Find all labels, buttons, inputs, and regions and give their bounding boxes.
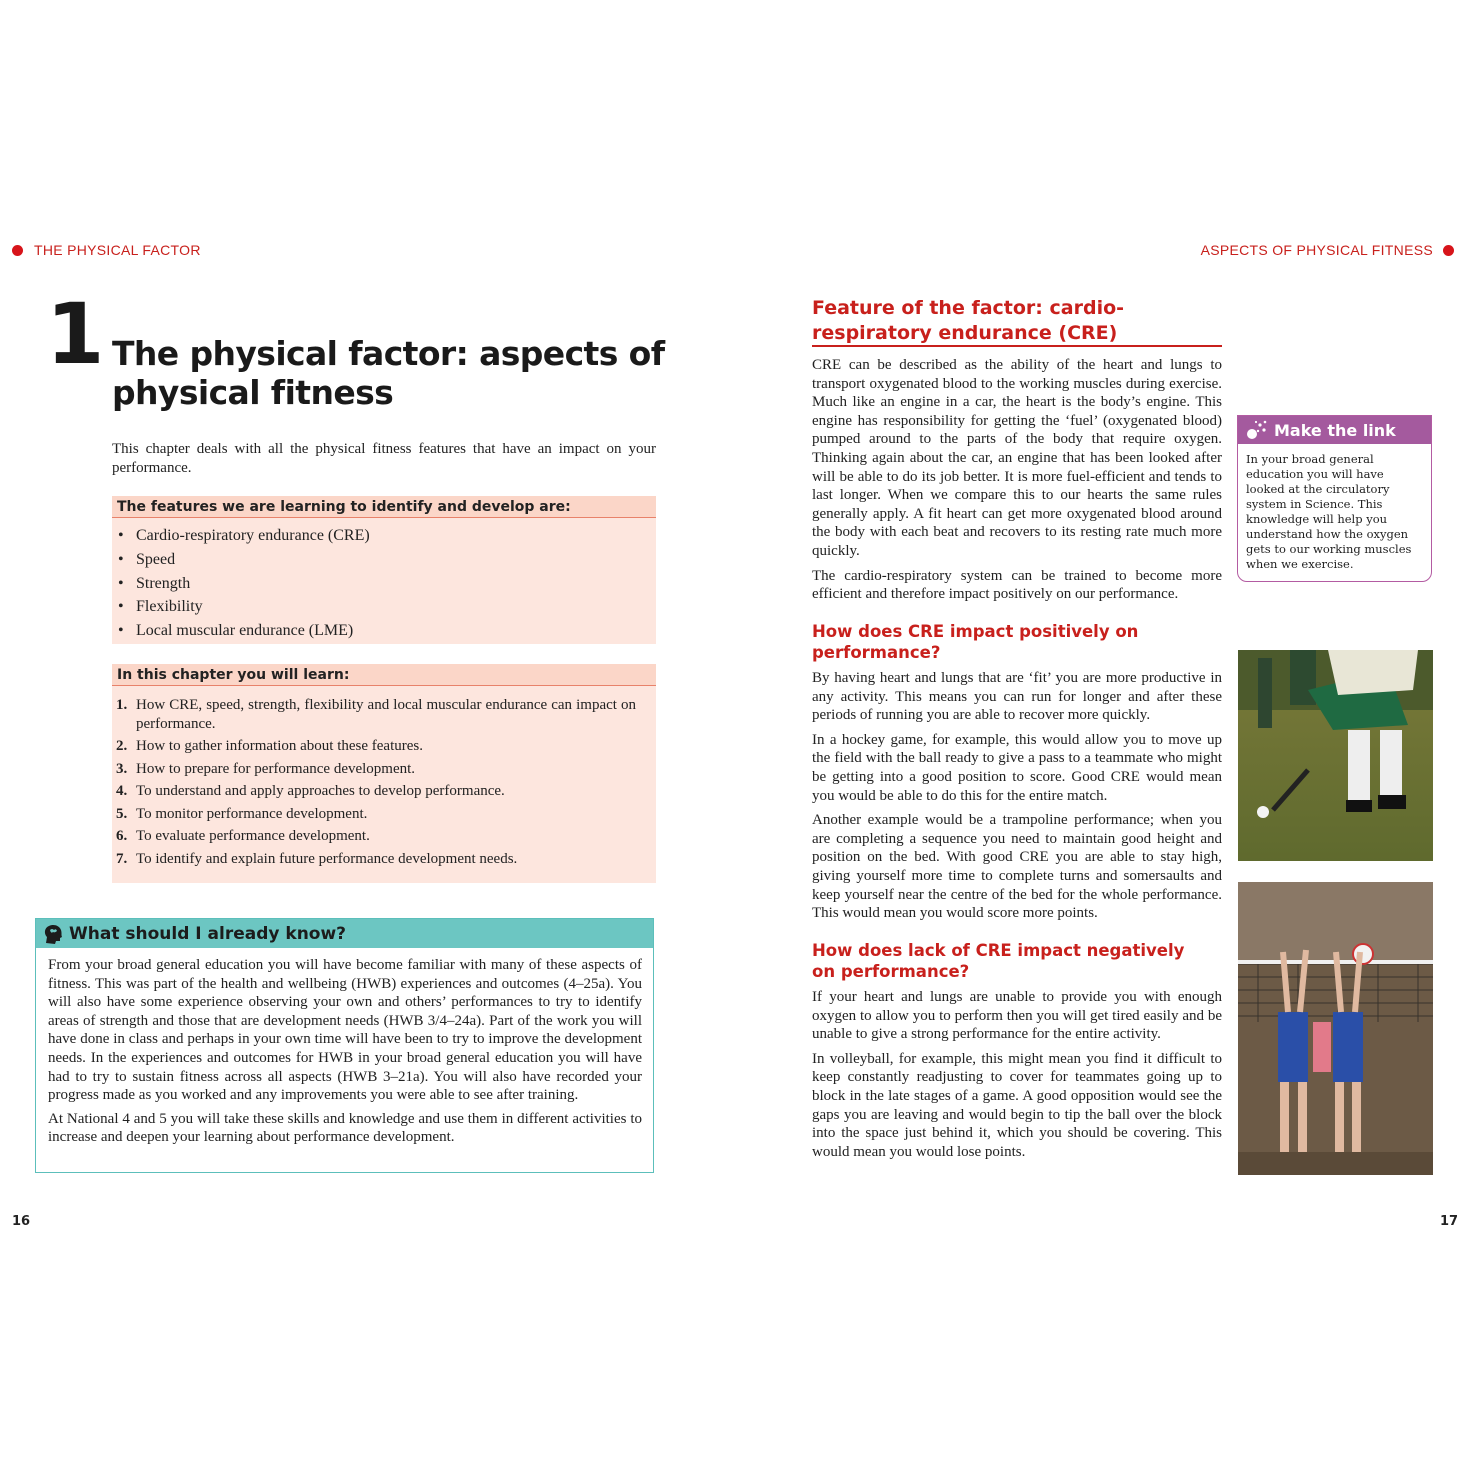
- paragraph: In a hockey game, for example, this would allow you to move up the field with the ball ready to give a pass to a teammate who might be getting into a good position to score. Good CRE would mean you would be able to do this for the entire match.: [812, 731, 1222, 804]
- item-text: How CRE, speed, strength, flexibility and local muscular endurance can impact on performance.: [136, 697, 636, 732]
- negative-heading: How does lack of CRE impact negatively on performance?: [812, 941, 1185, 981]
- list-item: [116, 805, 636, 824]
- item-text: To understand and apply approaches to develop performance.: [136, 783, 505, 800]
- item-text: To evaluate performance development.: [136, 828, 370, 845]
- page-number-left: 16: [12, 1214, 31, 1229]
- learn-box: [112, 664, 656, 883]
- positive-text: [812, 669, 1222, 929]
- hockey-photo: [1238, 650, 1433, 861]
- list-item: [116, 696, 636, 733]
- chapter-number: 1: [46, 285, 101, 383]
- bullet-dot-icon: [12, 245, 23, 256]
- item-number: 4.: [116, 783, 128, 800]
- negative-text: [812, 988, 1222, 1167]
- link-text: In your broad general education you will have looked at the circulatory system in Science. This knowledge will help you understand how the oxygen gets to our working muscles when we exercise.: [1246, 452, 1412, 571]
- list-item: [116, 760, 636, 779]
- link-header: [1238, 416, 1431, 444]
- list-item: [116, 850, 636, 869]
- bullet-dot-icon: [1443, 245, 1454, 256]
- list-item: • Flexibility: [136, 595, 656, 619]
- section-heading: Feature of the factor: cardio-respiratory endurance (CRE): [812, 297, 1125, 344]
- item-number: 5.: [116, 805, 128, 822]
- list-item: [116, 782, 636, 801]
- paragraph: If your heart and lungs are unable to provide you with enough oxygen to allow you to perform then you will get tired easily and be unable to give a strong performance for the entire activity.: [812, 989, 1222, 1043]
- chapter-title: The physical factor: aspects of physical fitness: [112, 334, 665, 412]
- list-item: [116, 827, 636, 846]
- paragraph: In volleyball, for example, this might mean you find it difficult to keep constantly readjusting to cover for teammates going up to block in the late stages of a game. A good opposition would see the gaps you are leaving and would begin to tip the ball over the block into the space just behind it, which you should be covering. This would mean you would lose points.: [812, 1050, 1222, 1160]
- paragraph: From your broad general education you will have become familiar with many of these aspects of fitness. This was part of the health and wellbeing (HWB) experiences and outcomes (4–25a). You will also have some experience observing your own and others’ performances to try to identify areas of strength and those that are development needs (HWB 3/4–24a). Part of the work you will have done in class and perhaps in your own time will have been to try to improve the development needs. In the experiences and outcomes for HWB in your broad general education you will have had to try to sustain fitness across all aspects (HWB 3–21a). You will also have recorded your progress made as you worked and any improvements you were able to see after training.: [48, 957, 642, 1104]
- item-text: To monitor performance development.: [136, 805, 368, 822]
- item-number: 7.: [116, 850, 128, 867]
- page-number-right: 17: [1440, 1214, 1459, 1229]
- list-item: • Cardio-respiratory endurance (CRE): [136, 524, 656, 548]
- list-item: • Speed: [136, 548, 656, 572]
- features-list: [112, 518, 656, 649]
- running-head-left: THE PHYSICAL FACTOR: [34, 242, 201, 258]
- list-item: • Local muscular endurance (LME): [136, 619, 656, 643]
- item-number: 3.: [116, 760, 128, 777]
- learn-list: [112, 686, 656, 880]
- list-item: [116, 737, 636, 756]
- heading-rule: [812, 345, 1222, 347]
- running-head-right: ASPECTS OF PHYSICAL FITNESS: [1200, 242, 1433, 258]
- paragraph: The cardio-respiratory system can be trained to become more efficient and therefore impact positively on our performance.: [812, 567, 1222, 603]
- chapter-intro: This chapter deals with all the physical fitness features that have an impact on your performance.: [112, 441, 656, 476]
- know-body: [36, 948, 653, 1147]
- paragraph: CRE can be described as the ability of the heart and lungs to transport oxygenated blood to the working muscles during exercise. Much like an engine in a car, the heart is the body’s engine. This engine has responsibility for getting the ‘fuel’ (oxygenated blood) pumped around to the parts of the body that require oxygen. Thinking again about the car, an engine that has been looked after will be able to do its job better. It is more fuel-efficient and tends to last longer. When we compare this to our hearts the same rules generally apply. A fit heart can get more oxygenated blood around the body with each beat and recovers to its resting rate much more quickly.: [812, 357, 1222, 559]
- make-the-link-box: [1237, 415, 1432, 582]
- list-item: • Strength: [136, 572, 656, 596]
- item-text: To identify and explain future performance development needs.: [136, 850, 518, 867]
- section-text: [812, 356, 1222, 610]
- item-text: How to prepare for performance development.: [136, 760, 416, 777]
- item-text: How to gather information about these features.: [136, 738, 423, 755]
- sparkle-icon: [1244, 419, 1270, 441]
- head-icon: [42, 923, 64, 945]
- positive-heading: How does CRE impact positively on performance?: [812, 622, 1139, 662]
- know-header: [36, 919, 653, 948]
- features-heading: The features we are learning to identify and develop are:: [112, 496, 656, 518]
- volleyball-photo: [1238, 882, 1433, 1175]
- paragraph: By having heart and lungs that are ‘fit’ you are more productive in any activity. This means you can run for longer and after these periods of running you are able to recover more quickly.: [812, 670, 1222, 724]
- features-box: [112, 496, 656, 644]
- link-heading: Make the link: [1274, 420, 1396, 440]
- learn-heading: In this chapter you will learn:: [112, 664, 656, 686]
- item-number: 6.: [116, 828, 128, 845]
- know-heading: What should I already know?: [69, 923, 347, 944]
- paragraph: Another example would be a trampoline performance; when you are completing a sequence you need to maintain good height and position on the bed. With good CRE you are able to stay high, giving yourself more time to complete turns and somersaults and keep yourself near the centre of the bed for the whole performance. This would mean you would score more points.: [812, 812, 1222, 922]
- know-box: [35, 918, 654, 1173]
- item-number: 2.: [116, 738, 128, 755]
- paragraph: At National 4 and 5 you will take these skills and knowledge and use them in different activities to increase and deepen your learning about performance development.: [48, 1110, 642, 1146]
- item-number: 1.: [116, 697, 128, 713]
